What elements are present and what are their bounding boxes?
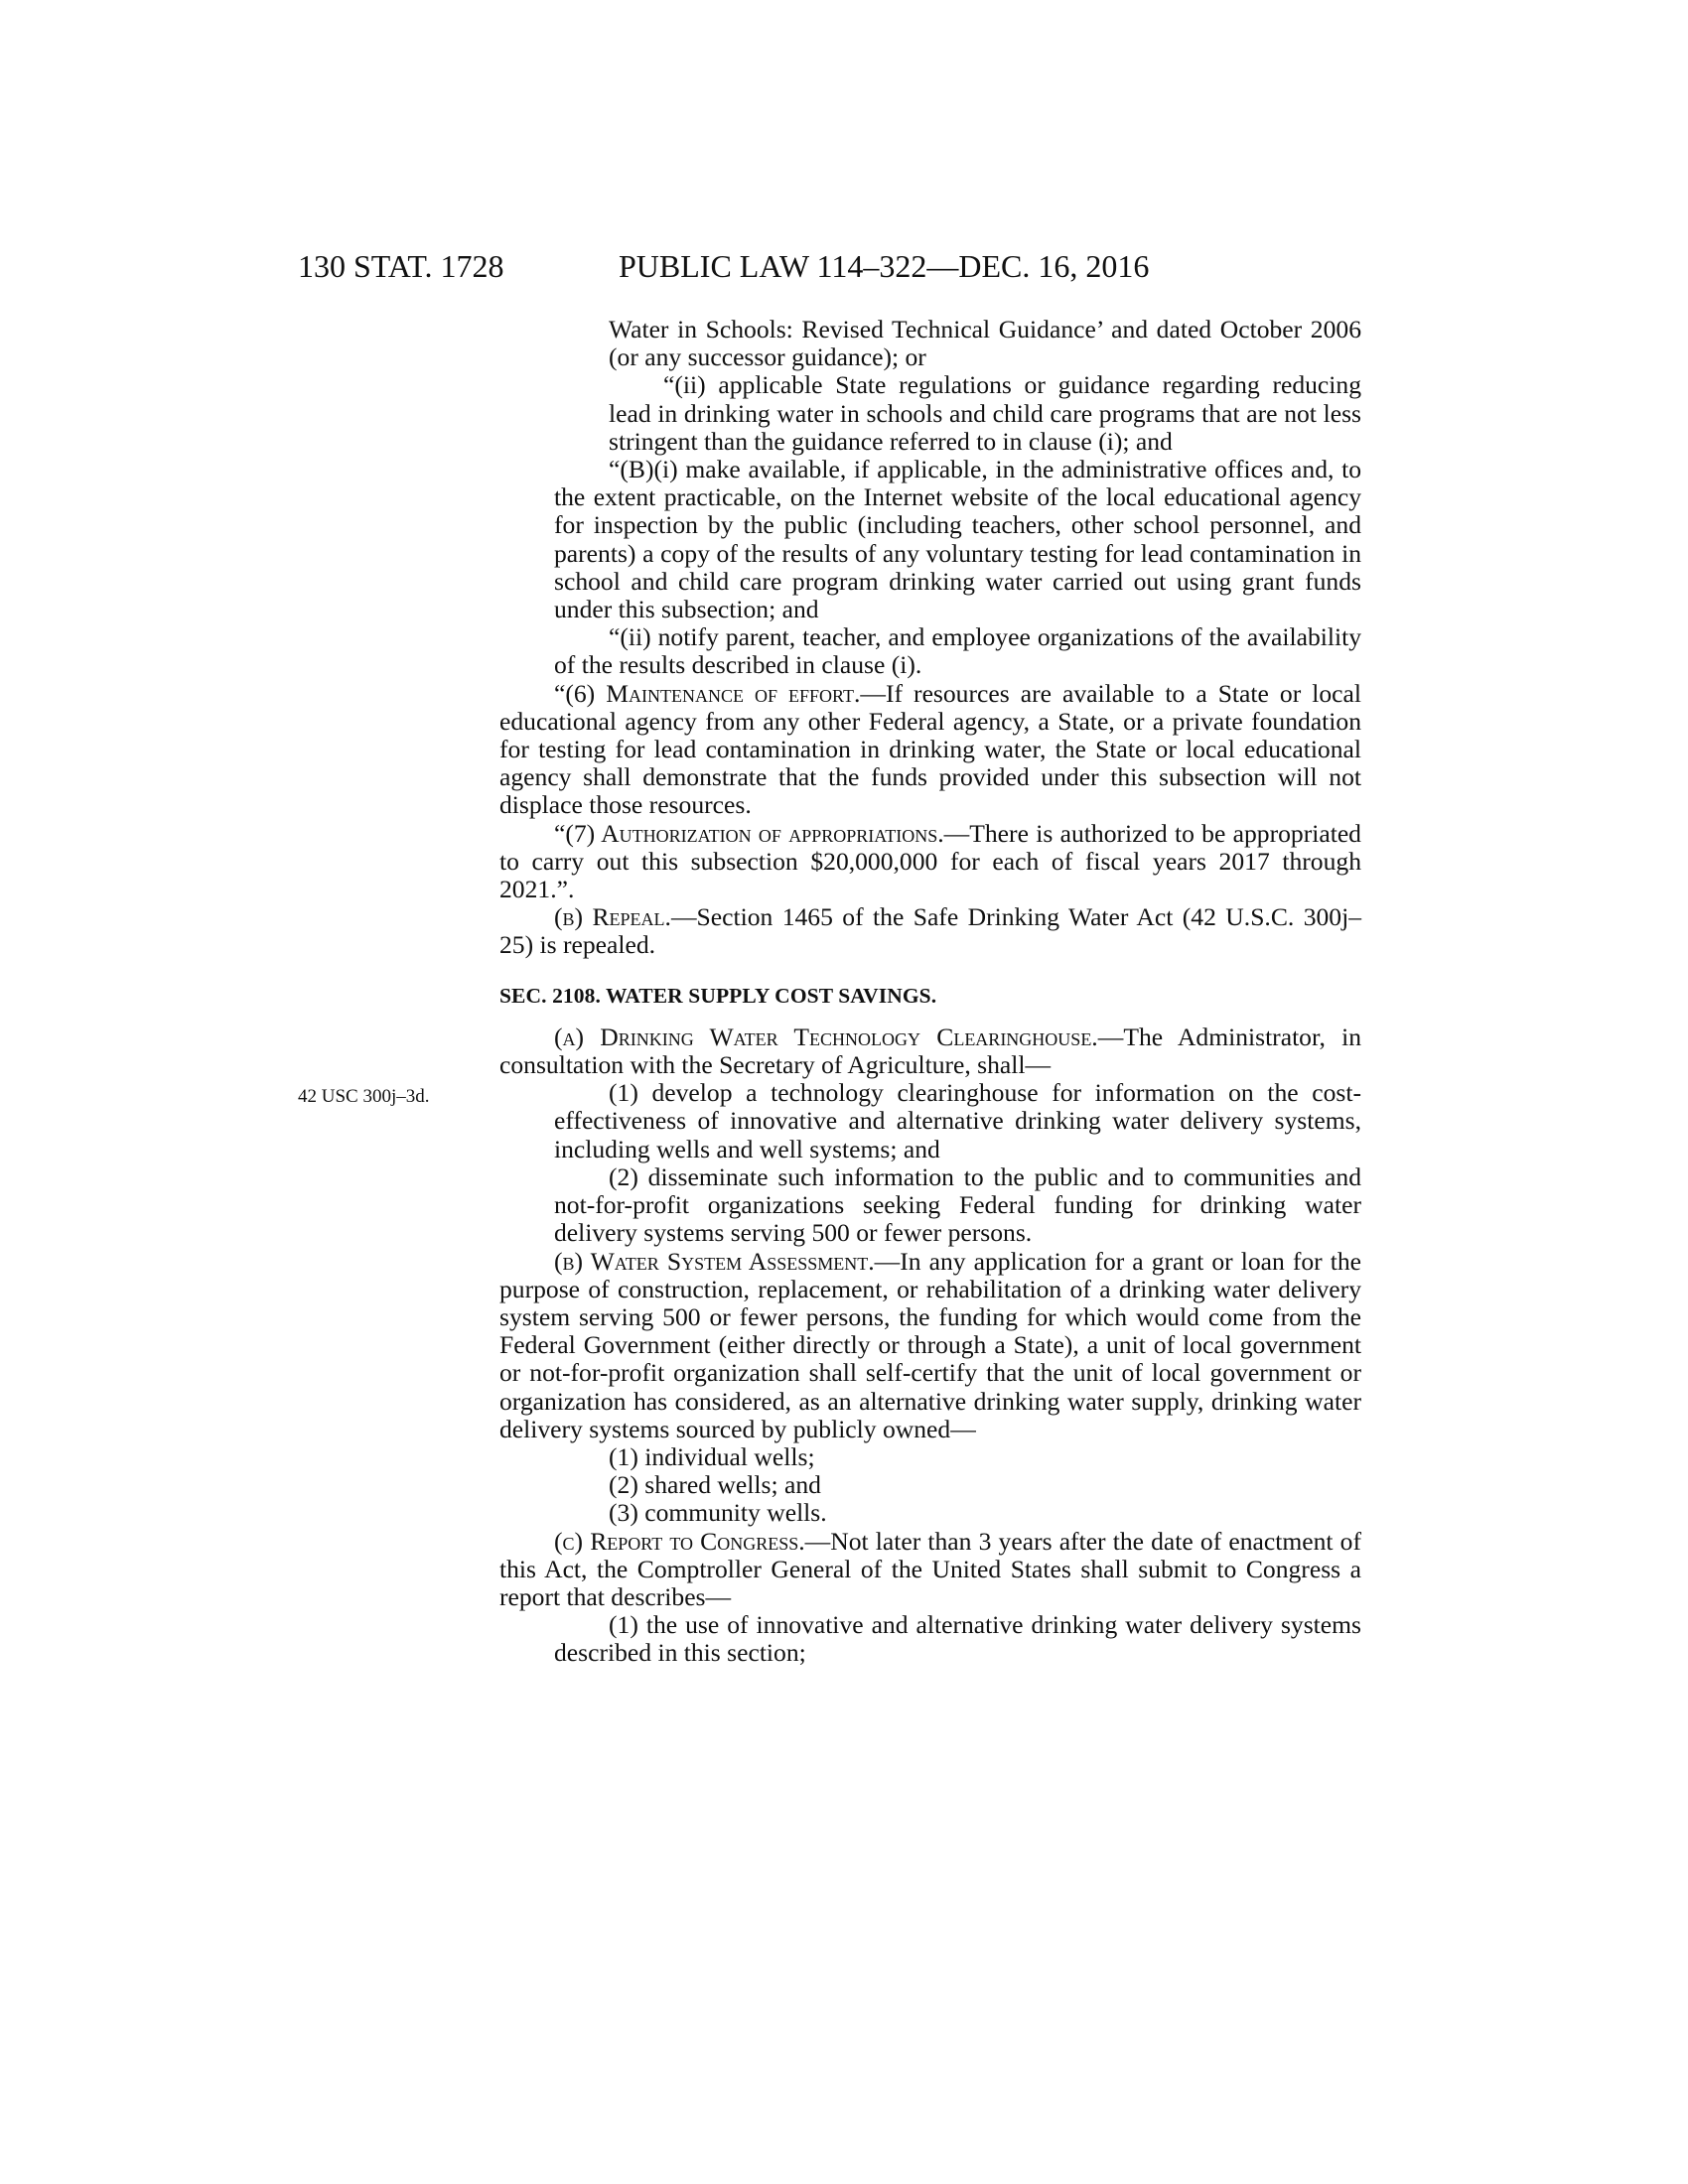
paragraph: “(ii) applicable State regulations or guidance regarding reducing lead in drinking water in schools and child care programs that are not less stringent than the guidance referred to in clause (i); and [609,370,1361,456]
page-reference: 130 STAT. 1728 [298,248,504,284]
paragraph-text: —Section 1465 of the Safe Drinking Water Act (42 U.S.C. 300j–25) is repealed. [499,902,1362,960]
margin-citation: 42 USC 300j–3d. [298,1086,430,1107]
list-item: (1) individual wells; [609,1441,815,1471]
paragraph [499,1024,1361,1079]
paragraph-heading: (c) Report to Congress. [554,1526,805,1556]
paragraph-text: —In any application for a grant or loan for the purpose of construction, replacement, or rehabilitation of a drinking water delivery system serving 500 or fewer persons, the funding for which would come from the Federal Government (either directly or through a State), a unit of local government or not-for-profit organization shall self-certify that the unit of local government or organization has considered, as an alternative drinking water supply, drinking water delivery systems sourced by publicly owned— [499,1246,1361,1443]
paragraph-heading: (b) Water System Assessment. [554,1246,875,1276]
paragraph [499,820,1361,904]
section-heading: SEC. 2108. WATER SUPPLY COST SAVINGS. [499,983,937,1008]
list-item: (3) community wells. [609,1498,827,1528]
paragraph: “(B)(i) make available, if applicable, in the administrative offices and, to the extent practicable, on the Internet website of the local educational agency for inspection by the public (including teachers, other school personnel, and parents) a copy of the results of any voluntary testing for lead contamination in school and child care program drinking water carried out using grant funds under this subsection; and [554,455,1361,624]
running-header: PUBLIC LAW 114–322—DEC. 16, 2016 [619,248,1150,284]
paragraph-heading: (a) Drinking Water Technology Clearinghouse. [554,1022,1098,1051]
paragraph [499,1528,1361,1612]
paragraph: (2) disseminate such information to the public and to communities and not-for-profit organizations seeking Federal funding for drinking water delivery systems serving 500 or fewer persons. [554,1161,1361,1248]
paragraph-text: —Not later than 3 years after the date of enactment of this Act, the Comptroller General of the United States shall submit to Congress a report that describes— [499,1526,1361,1611]
paragraph-heading: (b) Repeal. [554,902,671,932]
paragraph [499,903,1361,959]
paragraph-text: —There is authorized to be appropriated to carry out this subsection $20,000,000 for each of fiscal years 2017 through 2021.”. [499,818,1361,904]
paragraph-text: —The Administrator, in consultation with the Secretary of Agriculture, shall— [499,1022,1361,1080]
document-body [499,316,1361,1668]
list-item: (2) shared wells; and [609,1470,821,1500]
paragraph [499,1248,1361,1443]
paragraph-text: —If resources are available to a State or local educational agency from any other Federal agency, a State, or a private foundation for testing for lead contamination in drinking water, the State or local educational agency shall demonstrate that the funds provided under this subsection will not displace those resources. [499,678,1361,820]
paragraph [499,680,1361,820]
paragraph-heading: “(7) Authorization of appropriations. [554,818,944,848]
paragraph-heading: “(6) Maintenance of effort. [554,678,861,708]
paragraph: (1) the use of innovative and alternative drinking water delivery systems described in this section; [554,1610,1361,1668]
paragraph: “(ii) notify parent, teacher, and employee organizations of the availability of the results described in clause (i). [554,622,1361,680]
paragraph: (1) develop a technology clearinghouse for information on the cost-effectiveness of innovative and alternative drinking water delivery systems, including wells and well systems; and [554,1078,1361,1163]
paragraph: Water in Schools: Revised Technical Guidance’ and dated October 2006 (or any successor guidance); or [609,315,1361,372]
